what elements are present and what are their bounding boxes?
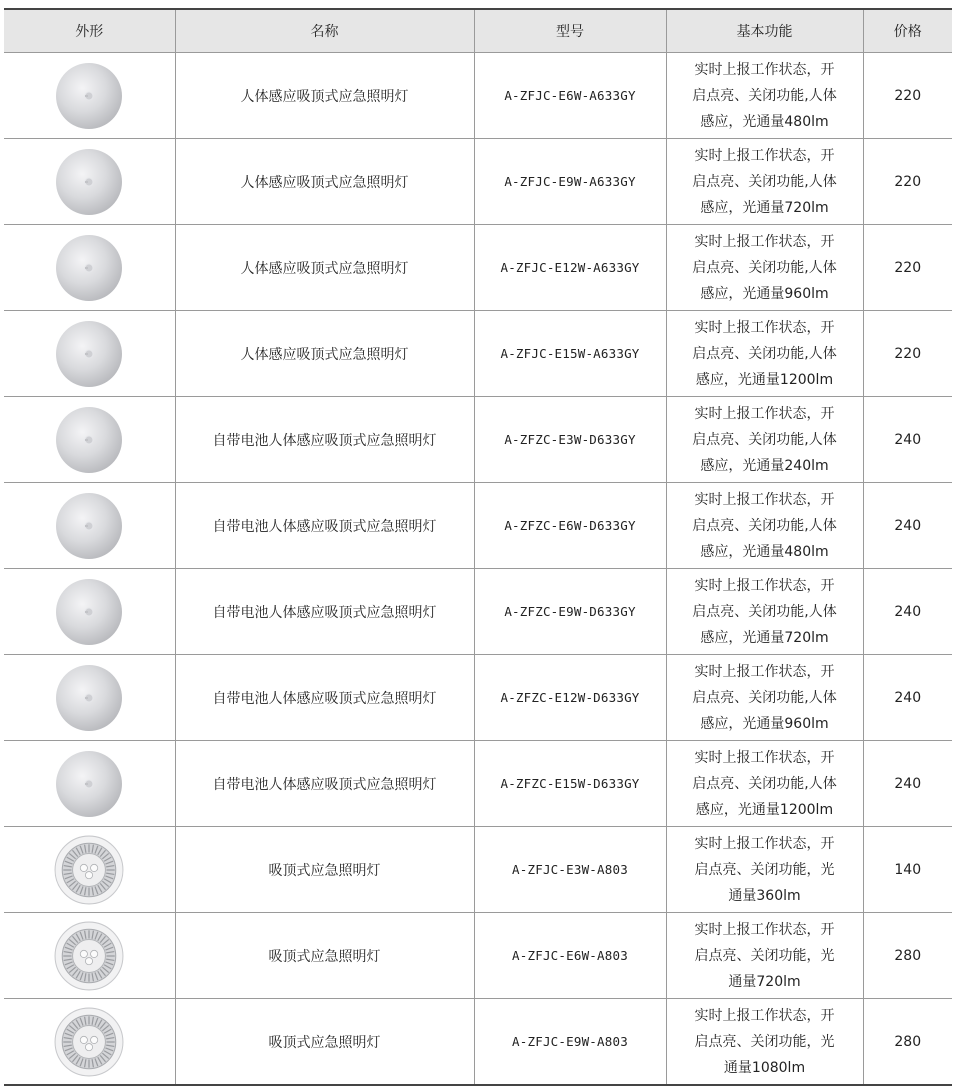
sensor-ceiling-lamp-icon [4,405,175,475]
product-model: A-ZFJC-E6W-A633GY [474,53,666,139]
function-line: 感应，光通量1200lm [695,801,834,818]
product-name: 人体感应吸顶式应急照明灯 [175,139,474,225]
product-name: 人体感应吸顶式应急照明灯 [175,53,474,139]
sensor-ceiling-lamp-icon [4,61,175,131]
product-price: 240 [863,483,952,569]
function-line: 启点亮、关闭功能,人体 [692,775,837,792]
header-model: 型号 [474,9,666,53]
product-image-cell [4,827,175,913]
function-line: 实时上报工作状态，开 [694,921,835,938]
table-row [4,483,952,569]
sensor-ceiling-lamp-icon [4,233,175,303]
product-image-cell [4,741,175,827]
function-line: 实时上报工作状态，开 [694,147,835,164]
function-line: 实时上报工作状态，开 [694,749,835,766]
product-image-cell [4,569,175,655]
table-header-row [4,9,952,53]
product-image-cell [4,655,175,741]
table-body [4,53,952,1086]
table-row [4,827,952,913]
product-image-cell [4,999,175,1086]
function-line: 实时上报工作状态，开 [694,663,835,680]
product-image-cell [4,139,175,225]
table-row [4,225,952,311]
function-line: 启点亮、关闭功能,人体 [692,517,837,534]
table-row [4,397,952,483]
product-name: 自带电池人体感应吸顶式应急照明灯 [175,655,474,741]
function-line: 实时上报工作状态，开 [694,577,835,594]
led-ceiling-lamp-icon [4,920,175,992]
function-line: 感应，光通量480lm [700,113,829,130]
table-row [4,999,952,1086]
product-table [4,8,952,1086]
table-row [4,139,952,225]
function-line: 实时上报工作状态，开 [694,491,835,508]
function-line: 启点亮、关闭功能,人体 [692,603,837,620]
product-price: 280 [863,913,952,999]
function-line: 启点亮、关闭功能,人体 [692,689,837,706]
table-row [4,913,952,999]
product-model: A-ZFZC-E9W-D633GY [474,569,666,655]
product-image-cell [4,483,175,569]
led-ceiling-lamp-icon [4,1006,175,1078]
product-function [666,999,863,1086]
product-price: 240 [863,741,952,827]
product-name: 人体感应吸顶式应急照明灯 [175,311,474,397]
header-appearance: 外形 [4,9,175,53]
product-image-cell [4,913,175,999]
sensor-ceiling-lamp-icon [4,577,175,647]
product-function [666,311,863,397]
product-function [666,827,863,913]
table-row [4,53,952,139]
table-row [4,569,952,655]
function-line: 实时上报工作状态，开 [694,405,835,422]
product-name: 吸顶式应急照明灯 [175,827,474,913]
table-row [4,741,952,827]
product-function [666,741,863,827]
product-name: 人体感应吸顶式应急照明灯 [175,225,474,311]
product-name: 吸顶式应急照明灯 [175,999,474,1086]
product-price: 220 [863,225,952,311]
product-model: A-ZFZC-E3W-D633GY [474,397,666,483]
function-line: 启点亮、关闭功能,人体 [692,87,837,104]
function-line: 感应，光通量960lm [700,285,829,302]
product-name: 吸顶式应急照明灯 [175,913,474,999]
function-line: 感应，光通量720lm [700,629,829,646]
function-line: 实时上报工作状态，开 [694,233,835,250]
product-price: 280 [863,999,952,1086]
product-price: 240 [863,569,952,655]
function-line: 实时上报工作状态，开 [694,319,835,336]
header-price: 价格 [863,9,952,53]
product-model: A-ZFJC-E9W-A803 [474,999,666,1086]
product-model: A-ZFJC-E12W-A633GY [474,225,666,311]
sensor-ceiling-lamp-icon [4,491,175,561]
function-line: 启点亮、关闭功能,人体 [692,431,837,448]
function-line: 启点亮、关闭功能,人体 [692,345,837,362]
product-image-cell [4,225,175,311]
product-image-cell [4,397,175,483]
function-line: 实时上报工作状态，开 [694,1007,835,1024]
function-line: 启点亮、关闭功能，光 [694,1033,835,1050]
product-name: 自带电池人体感应吸顶式应急照明灯 [175,569,474,655]
product-function [666,397,863,483]
header-name: 名称 [175,9,474,53]
function-line: 启点亮、关闭功能，光 [694,947,835,964]
product-price: 220 [863,139,952,225]
product-price: 140 [863,827,952,913]
product-price: 220 [863,53,952,139]
product-price: 220 [863,311,952,397]
product-image-cell [4,311,175,397]
product-function [666,483,863,569]
function-line: 实时上报工作状态，开 [694,835,835,852]
function-line: 启点亮、关闭功能，光 [694,861,835,878]
function-line: 感应，光通量1200lm [695,371,834,388]
product-price: 240 [863,397,952,483]
function-line: 启点亮、关闭功能,人体 [692,173,837,190]
function-line: 感应，光通量240lm [700,457,829,474]
function-line: 实时上报工作状态，开 [694,61,835,78]
function-line: 通量720lm [728,973,801,990]
sensor-ceiling-lamp-icon [4,147,175,217]
sensor-ceiling-lamp-icon [4,749,175,819]
table-row [4,311,952,397]
sensor-ceiling-lamp-icon [4,663,175,733]
product-model: A-ZFZC-E6W-D633GY [474,483,666,569]
product-model: A-ZFJC-E3W-A803 [474,827,666,913]
product-function [666,569,863,655]
product-function [666,139,863,225]
product-function [666,913,863,999]
product-model: A-ZFZC-E15W-D633GY [474,741,666,827]
led-ceiling-lamp-icon [4,834,175,906]
function-line: 感应，光通量960lm [700,715,829,732]
product-image-cell [4,53,175,139]
product-function [666,53,863,139]
product-name: 自带电池人体感应吸顶式应急照明灯 [175,741,474,827]
function-line: 通量360lm [728,887,801,904]
function-line: 感应，光通量720lm [700,199,829,216]
sensor-ceiling-lamp-icon [4,319,175,389]
product-function [666,655,863,741]
table-row [4,655,952,741]
product-model: A-ZFJC-E9W-A633GY [474,139,666,225]
function-line: 通量1080lm [723,1059,806,1076]
function-line: 感应，光通量480lm [700,543,829,560]
product-table-wrapper [4,8,952,1086]
product-name: 自带电池人体感应吸顶式应急照明灯 [175,483,474,569]
product-name: 自带电池人体感应吸顶式应急照明灯 [175,397,474,483]
product-model: A-ZFJC-E15W-A633GY [474,311,666,397]
function-line: 启点亮、关闭功能,人体 [692,259,837,276]
header-function: 基本功能 [666,9,863,53]
product-price: 240 [863,655,952,741]
product-function [666,225,863,311]
product-model: A-ZFZC-E12W-D633GY [474,655,666,741]
product-model: A-ZFJC-E6W-A803 [474,913,666,999]
